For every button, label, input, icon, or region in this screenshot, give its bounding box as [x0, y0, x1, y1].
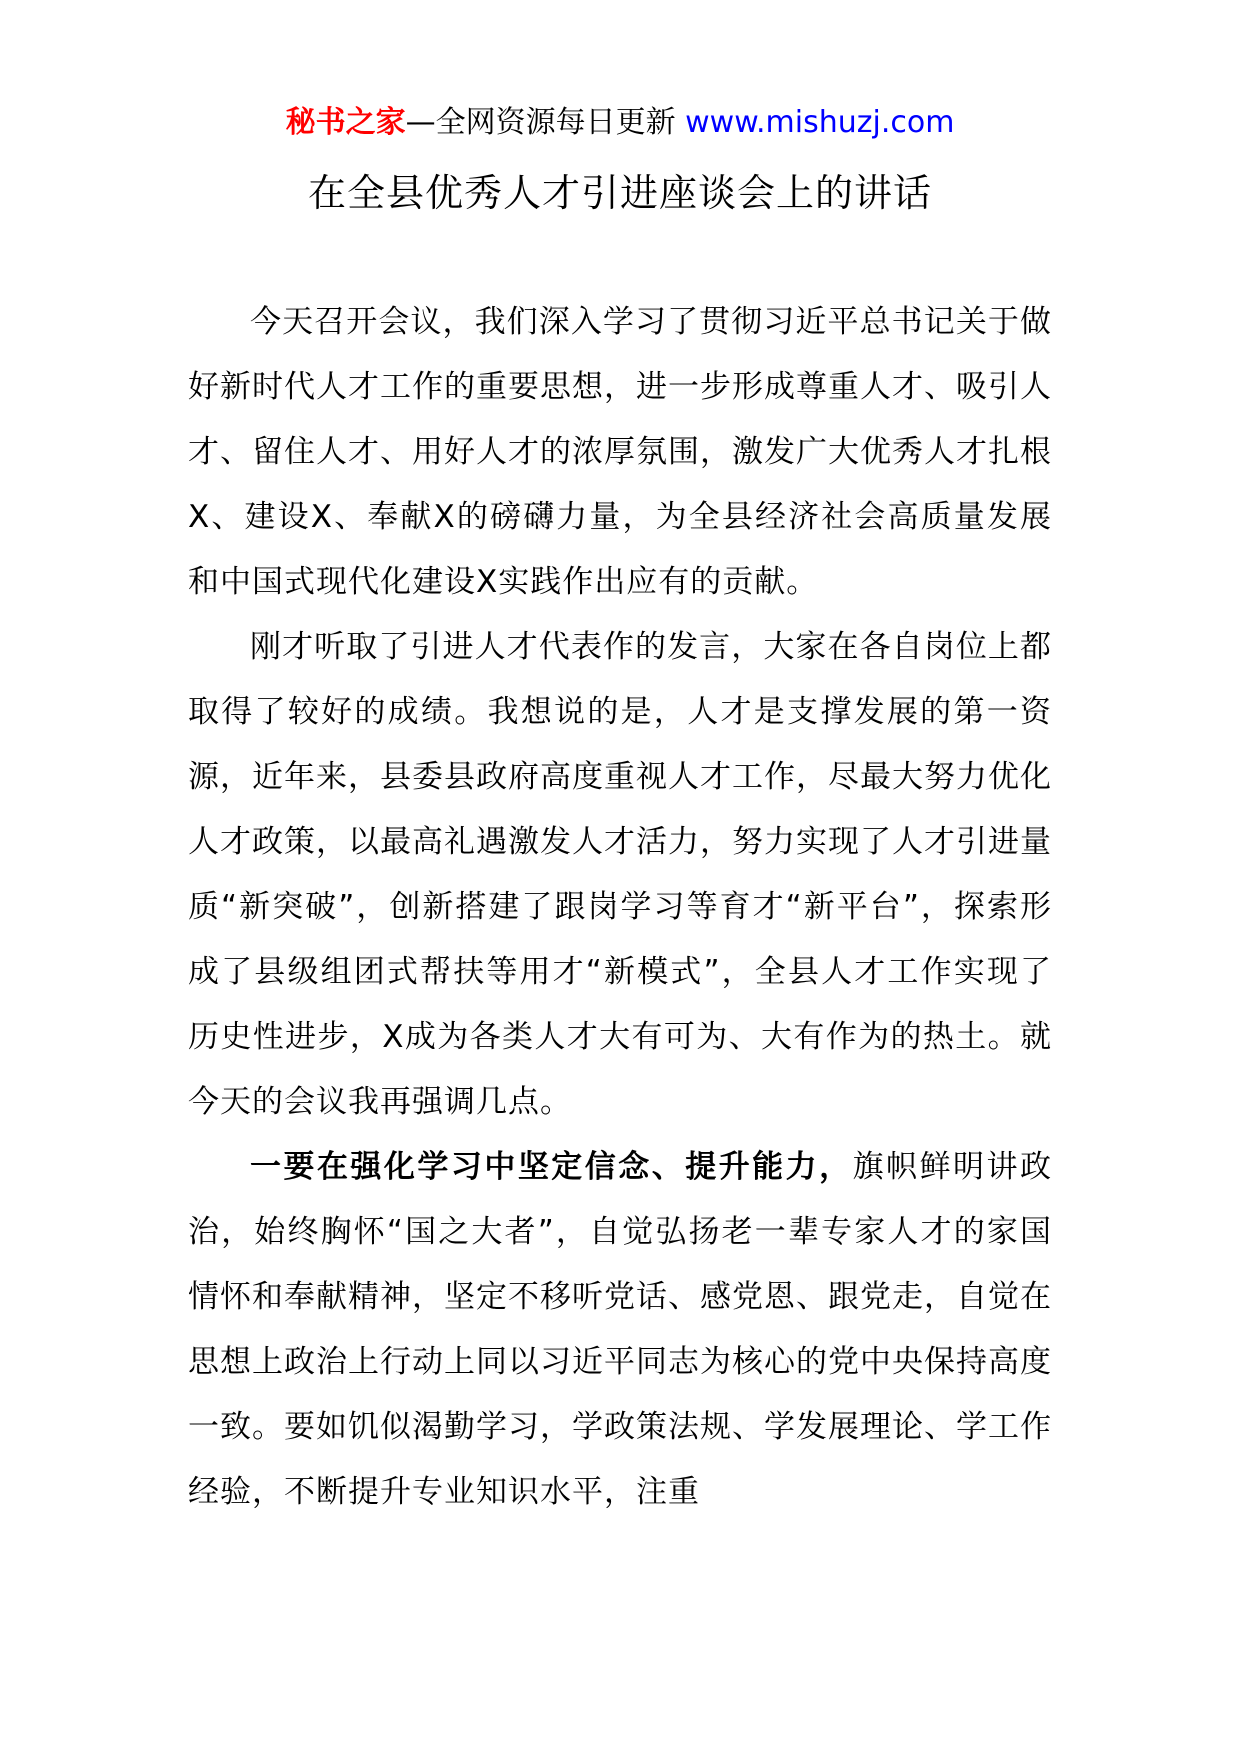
paragraph-text: 旗帜鲜明讲政治，始终胸怀“国之大者”，自觉弘扬老一辈专家人才的家国情怀和奉献精神，坚定不移听党话、感党恩、跟党走，自觉在思想上政治上行动上同以习近平同志为核心的党中央保持高度一致。要如饥似渴勤学习，学政策法规、学发展理论、学工作经验，不断提升专业知识水平，注重: [188, 1149, 1053, 1510]
paragraph-lead-bold: 一要在强化学习中坚定信念、提升能力，: [250, 1149, 853, 1185]
paragraph: 刚才听取了引进人才代表作的发言，大家在各自岗位上都取得了较好的成绩。我想说的是，人才是支撑发展的第一资源，近年来，县委县政府高度重视人才工作，尽最大努力优化人才政策，以最高礼遇激发人才活力，努力实现了人才引进量质“新突破”，创新搭建了跟岗学习等育才“新平台”，探索形成了县级组团式帮扶等用才“新模式”，全县人才工作实现了历史性进步，X成为各类人才大有可为、大有作为的热土。就今天的会议我再强调几点。: [188, 629, 1052, 1120]
paragraph: 今天召开会议，我们深入学习了贯彻习近平总书记关于做好新时代人才工作的重要思想，进一步形成尊重人才、吸引人才、留住人才、用好人才的浓厚氛围，激发广大优秀人才扎根X、建设X、奉献X的磅礴力量，为全县经济社会高质量发展和中国式现代化建设X实践作出应有的贡献。: [188, 304, 1052, 600]
site-tagline: —全网资源每日更新: [405, 105, 676, 140]
paragraph: [188, 1135, 1052, 1525]
site-brand: 秘书之家: [285, 105, 406, 140]
site-header: [0, 102, 1240, 144]
site-url-link[interactable]: www.mishuzj.com: [685, 105, 955, 140]
document-body: [188, 290, 1052, 1525]
document-title: 在全县优秀人才引进座谈会上的讲话: [307, 171, 932, 215]
